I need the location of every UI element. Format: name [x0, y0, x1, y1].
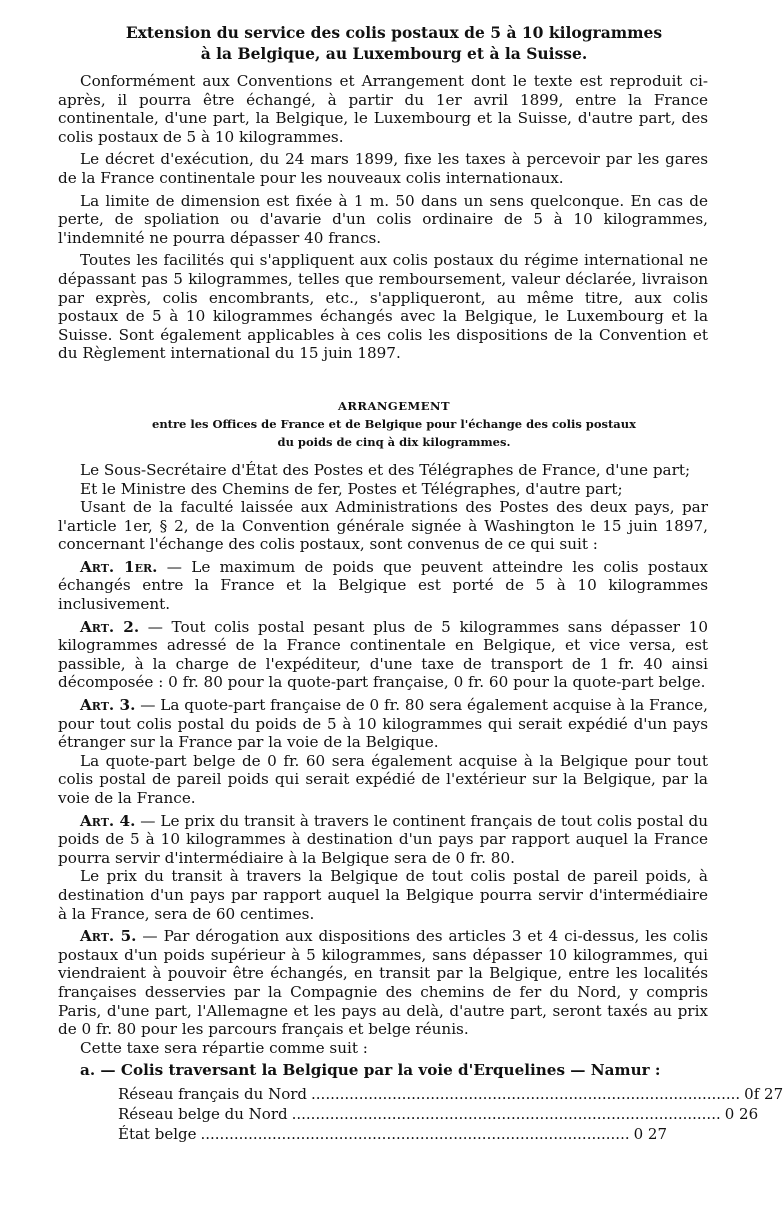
leader-dots: ..........................................................................................: [291, 1104, 721, 1123]
article-paragraph: [58, 696, 708, 752]
row-label: Réseau français du Nord: [118, 1084, 308, 1103]
article-paragraph: [58, 927, 708, 1039]
repartition-table: [118, 1084, 783, 1144]
arrangement-subtitle-1: entre les Offices de France et de Belgique pour l'échange des colis postaux: [152, 416, 636, 431]
heading-line-1: Extension du service des colis postaux de 5 à 10 kilogrammes: [125, 23, 663, 42]
party-paragraph: Le Sous-Secrétaire d'État des Postes et des Télégraphes de France, d'une part;: [80, 460, 691, 479]
article-paragraph: [58, 558, 708, 614]
article-label: Art. 3.: [80, 696, 136, 715]
row-label: Réseau belge du Nord: [118, 1104, 288, 1123]
article-text: — Par dérogation aux dispositions des articles 3 et 4 ci-dessus, les colis postaux d'un poids supérieur à 5 kilogrammes, sans dépasser 10 kilogrammes, qui viendraient à pouvoir être échangés, en transit par la Belgique, entre les localités françaises desservies par la Compagnie des chemins de fer du Nord, y compris Paris, d'une part, l'Allemagne et les pays au delà, d'autre part, seront taxés au prix de 0 fr. 80 pour les parcours français et belge réunis.: [58, 927, 708, 1039]
arrangement-title: ARRANGEMENT: [337, 398, 451, 413]
article-text: Cette taxe sera répartie comme suit :: [80, 1038, 368, 1057]
article-text: — La quote-part française de 0 fr. 80 sera également acquise à la France, pour tout colis postal du poids de 5 à 10 kilogrammes qui serait expédié d'un pays étranger sur la France par la voie de la Belgique.: [58, 696, 708, 752]
leader-dots: ..........................................................................................: [200, 1124, 630, 1143]
intro-paragraph: Toutes les facilités qui s'appliquent aux colis postaux du régime international ne dépassant pas 5 kilogrammes, telles que remboursement, valeur déclarée, livraison par exprès, colis encombrants, etc., s'appliqueront, au même titre, aux colis postaux de 5 à 10 kilogrammes échangés avec la Belgique, le Luxembourg et la Suisse. Sont également applicables à ces colis les dispositions de la Convention et du Règlement international du 15 juin 1897.: [58, 251, 708, 363]
row-value: 0 27: [633, 1124, 668, 1143]
row-value: 0 26: [724, 1104, 759, 1123]
article-label: Art. 5.: [80, 927, 137, 946]
intro-paragraph: Conformément aux Conventions et Arrangement dont le texte est reproduit ci-après, il pourra être échangé, à partir du 1er avril 1899, entre la France continentale, d'une part, la Belgique, le Luxembourg et la Suisse, d'autre part, des colis postaux de 5 à 10 kilogrammes.: [58, 72, 708, 146]
article-paragraph: [58, 1039, 708, 1058]
article-paragraph: [58, 867, 708, 923]
heading-line-2: à la Belgique, au Luxembourg et à la Suisse.: [200, 44, 588, 63]
article-text: La quote-part belge de 0 fr. 60 sera également acquise à la Belgique pour tout colis postal de pareil poids qui serait expédié de l'extérieur sur la Belgique, par la voie de la France.: [58, 751, 708, 807]
article-paragraph: [58, 812, 708, 868]
table-row: [118, 1084, 783, 1104]
route-a-heading: a. — Colis traversant la Belgique par la voie d'Erquelines — Namur :: [80, 1061, 661, 1080]
party-paragraph: Et le Ministre des Chemins de fer, Postes et Télégraphes, d'autre part;: [80, 479, 623, 498]
arrangement-subtitle-2: du poids de cinq à dix kilogrammes.: [277, 434, 511, 449]
row-label: État belge: [118, 1124, 197, 1143]
article-label: Art. 4.: [80, 811, 136, 830]
leader-dots: ..........................................................................................: [311, 1084, 741, 1103]
party-paragraph: Usant de la faculté laissée aux Administrations des Postes des deux pays, par l'article 1er, § 2, de la Convention générale signée à Washington le 15 juin 1897, concernant l'échange des colis postaux, sont convenus de ce qui suit :: [58, 498, 708, 554]
article-label: Art. 2.: [80, 617, 140, 636]
article-text: — Le maximum de poids que peuvent atteindre les colis postaux échangés entre la France et la Belgique est porté de 5 à 10 kilogrammes inclusivement.: [58, 557, 708, 614]
article-label: Art. 1er.: [80, 557, 158, 576]
intro-paragraph: Le décret d'exécution, du 24 mars 1899, fixe les taxes à percevoir par les gares de la France continentale pour les nouveaux colis internationaux.: [58, 150, 708, 187]
row-value: 0f 27: [744, 1084, 783, 1103]
table-row: [118, 1104, 759, 1124]
article-text: Le prix du transit à travers la Belgique de tout colis postal de pareil poids, à destination d'un pays par rapport auquel la Belgique pourra servir d'intermédiaire à la France, sera de 60 centimes.: [58, 867, 708, 923]
intro-paragraph: La limite de dimension est fixée à 1 m. 50 dans un sens quelconque. En cas de perte, de spoliation ou d'avarie d'un colis ordinaire de 5 à 10 kilogrammes, l'indemnité ne pourra dépasser 40 francs.: [58, 191, 708, 247]
document-page: [58, 22, 783, 1144]
article-text: — Tout colis postal pesant plus de 5 kilogrammes sans dépasser 10 kilogrammes adressé de la France continentale en Belgique, et vice versa, est passible, à la charge de l'expéditeur, d'une taxe de transport de 1 fr. 40 ainsi décomposée : 0 fr. 80 pour la quote-part française, 0 fr. 60 pour la quote-part belge.: [58, 617, 708, 692]
article-text: — Le prix du transit à travers le continent français de tout colis postal du poids de 5 à 10 kilogrammes à destination d'un pays par rapport auquel la France pourra servir d'intermédiaire à la Belgique sera de 0 fr. 80.: [58, 811, 708, 867]
article-paragraph: [58, 618, 708, 692]
article-paragraph: [58, 752, 708, 808]
table-row: [118, 1124, 668, 1144]
